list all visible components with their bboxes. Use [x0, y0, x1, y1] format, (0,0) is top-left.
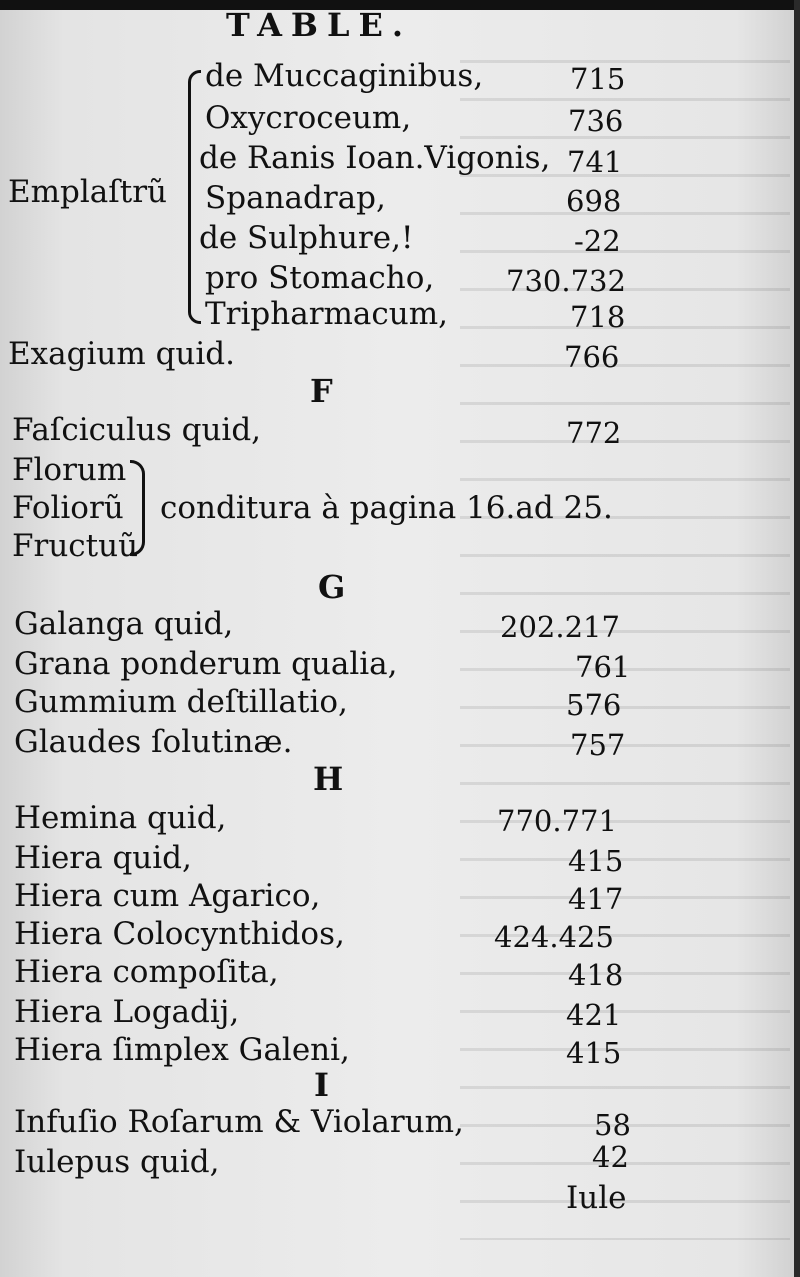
conditura-item: Florum: [12, 452, 127, 488]
index-entry-page: 417: [568, 882, 624, 916]
page-right-edge: [794, 0, 800, 1277]
index-entry-name: Hiera quid,: [14, 840, 192, 876]
index-entry-name: Hemina quid,: [14, 800, 227, 836]
index-entry-page: 418: [568, 958, 624, 992]
emplastrum-item-name: de Sulphure,!: [199, 220, 414, 256]
index-entry-page: 766: [564, 340, 620, 374]
index-entry-name: Iulepus quid,: [14, 1144, 220, 1180]
index-entry-page: 761: [575, 650, 631, 684]
index-entry-page: 421: [566, 998, 622, 1032]
index-entry-page: 58: [594, 1108, 631, 1142]
index-entry-name: Glaudes ſolutinæ.: [14, 724, 293, 760]
emplastrum-item-page: 718: [570, 300, 626, 334]
catchword: Iule: [566, 1180, 627, 1216]
index-entry-name: Hiera ſimplex Galeni,: [14, 1032, 350, 1068]
index-entry-name: Galanga quid,: [14, 606, 234, 642]
index-entry-name: Hiera Logadij,: [14, 994, 240, 1030]
running-header: TABLE.: [226, 6, 412, 44]
emplastrum-item-name: Oxycroceum,: [205, 100, 412, 136]
index-entry-page: 42: [592, 1140, 629, 1174]
index-entry-page: 770.771: [497, 804, 617, 838]
index-entry-name: Infuſio Roſarum & Violarum,: [14, 1104, 464, 1140]
emplastrum-item-name: Spanadrap,: [205, 180, 386, 216]
index-entry-page: 415: [568, 844, 624, 878]
section-letter-f: F: [310, 372, 333, 410]
index-entry-name: Faſciculus quid,: [12, 412, 262, 448]
index-entry-name: Grana ponderum qualia,: [14, 646, 398, 682]
emplastrum-item-name: Tripharmacum,: [205, 296, 448, 332]
emplastrum-item-name: pro Stomacho,: [205, 260, 435, 296]
index-entry-page: 757: [570, 728, 626, 762]
emplastrum-item-page: 736: [568, 104, 624, 138]
conditura-text: conditura à pagina 16.ad 25.: [160, 490, 613, 526]
emplastrum-brace: [188, 70, 201, 324]
section-letter-h: H: [313, 760, 344, 798]
conditura-item: Fructuũ: [12, 528, 139, 564]
index-entry-name: Hiera cum Agarico,: [14, 878, 321, 914]
emplastrum-item-page: 741: [567, 145, 623, 179]
conditura-item: Foliorũ: [12, 490, 124, 526]
emplastrum-label: Emplaſtrũ: [8, 174, 167, 210]
index-entry-page: 415: [566, 1036, 622, 1070]
section-letter-i: I: [314, 1066, 329, 1104]
index-entry-page: 424.425: [494, 920, 614, 954]
index-entry-page: 202.217: [500, 610, 620, 644]
index-entry-page: 576: [566, 688, 622, 722]
index-entry-name: Hiera compoſita,: [14, 954, 279, 990]
section-letter-g: G: [318, 568, 346, 606]
index-entry-name: Exagium quid.: [8, 336, 235, 372]
emplastrum-item-page: 698: [566, 184, 622, 218]
conditura-brace: [130, 460, 145, 556]
emplastrum-item-page: 715: [570, 62, 626, 96]
emplastrum-item-name: de Ranis Ioan.Vigonis,: [199, 140, 551, 176]
emplastrum-item-name: de Muccaginibus,: [205, 58, 484, 94]
emplastrum-item-page: 730.732: [506, 264, 626, 298]
index-entry-page: 772: [566, 416, 622, 450]
emplastrum-item-page: -22: [574, 224, 621, 258]
index-entry-name: Hiera Colocynthidos,: [14, 916, 345, 952]
index-entry-name: Gummium deſtillatio,: [14, 684, 348, 720]
